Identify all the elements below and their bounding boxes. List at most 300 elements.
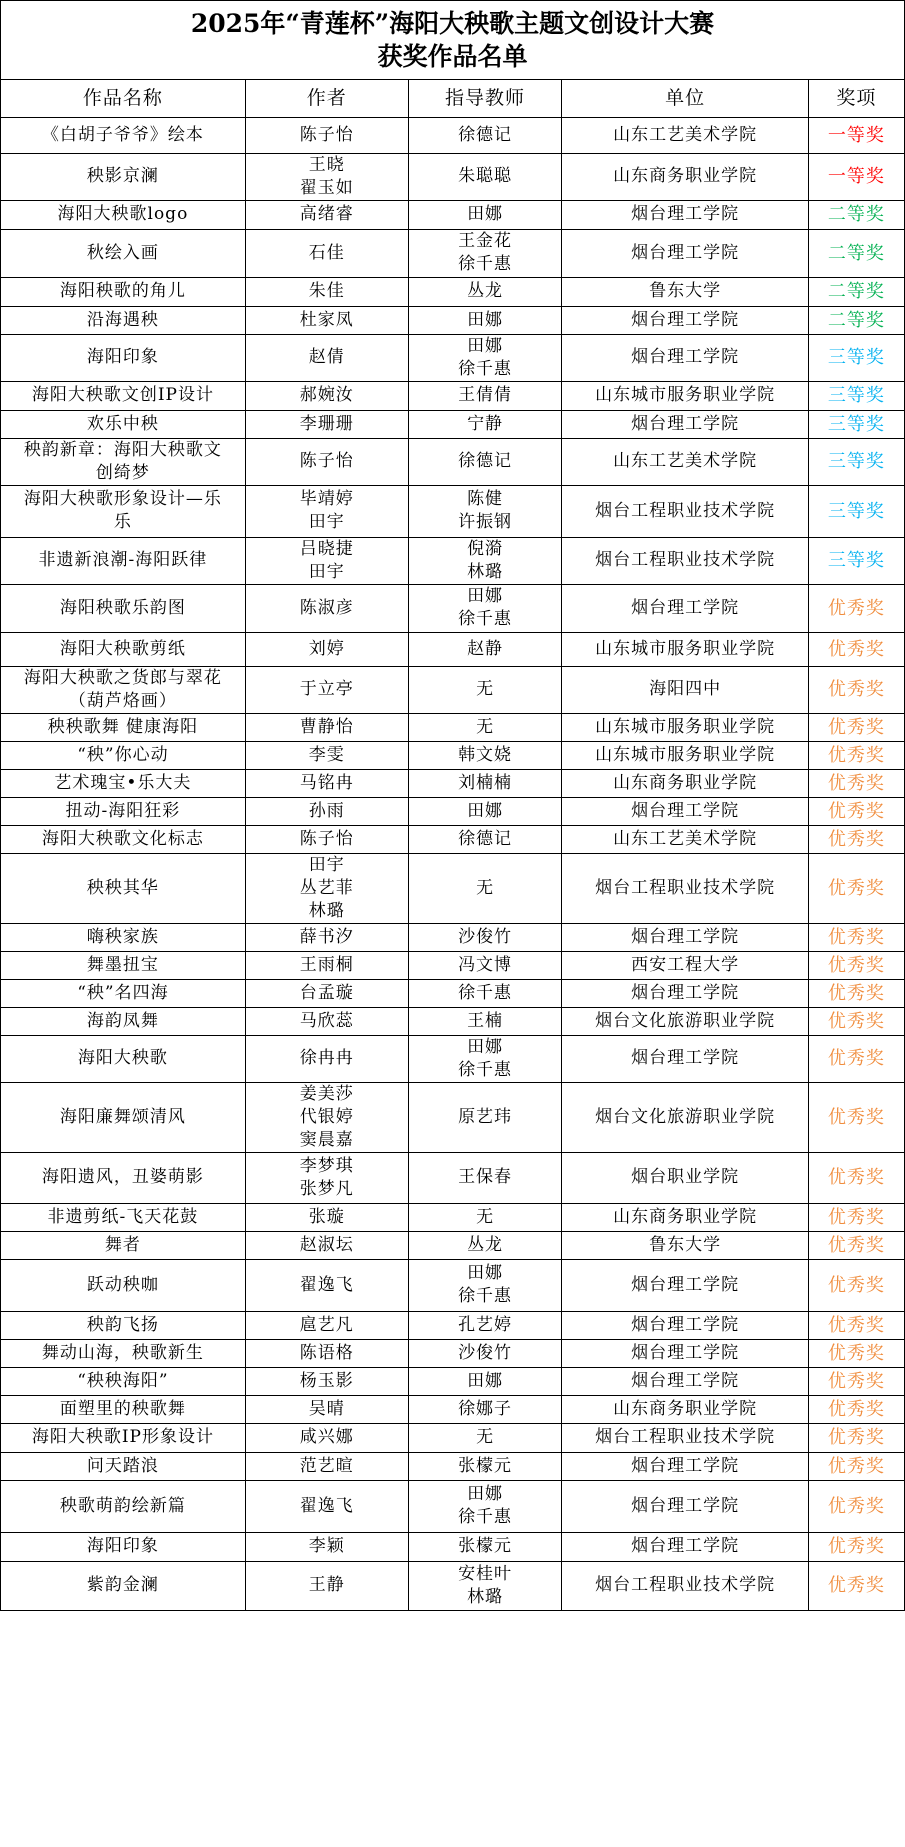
header-author: 作者 — [245, 80, 408, 117]
work-name-cell — [1, 1203, 245, 1231]
work-name-line: 海阳印象 — [86, 347, 159, 367]
author-line: 田宇 — [308, 854, 345, 875]
work-name-cell — [1, 1452, 245, 1480]
work-name-cell — [1, 1561, 245, 1610]
work-name-cell — [1, 797, 245, 825]
work-name-cell — [1, 1231, 245, 1259]
header-teacher: 指导教师 — [408, 80, 562, 117]
teacher-line: 无 — [476, 1427, 495, 1447]
award-cell: 二等奖 — [808, 306, 904, 334]
unit-cell: 山东城市服务职业学院 — [562, 713, 808, 741]
work-name-cell — [1, 410, 245, 438]
table-row — [1, 853, 904, 923]
author-cell — [245, 438, 408, 485]
table-row — [1, 1561, 904, 1610]
unit-cell: 烟台理工学院 — [562, 229, 808, 277]
work-name-cell — [1, 741, 245, 769]
author-line: 姜美莎 — [299, 1083, 354, 1104]
teacher-cell — [408, 584, 562, 632]
unit-cell: 烟台理工学院 — [562, 306, 808, 334]
work-name-line: 秧歌萌韵绘新篇 — [59, 1495, 186, 1516]
work-name-line: 海阳廉舞颂清风 — [59, 1106, 186, 1127]
author-line: 马欣蕊 — [299, 1010, 354, 1031]
work-name-line: 艺术瑰宝•乐大夫 — [54, 772, 192, 793]
teacher-cell — [408, 979, 562, 1007]
award-cell: 三等奖 — [808, 485, 904, 537]
work-name-cell — [1, 117, 245, 153]
work-name-cell — [1, 1395, 245, 1423]
work-name-cell — [1, 1423, 245, 1452]
work-name-line: 非遗剪纸-飞天花鼓 — [47, 1206, 199, 1227]
author-line: 李梦琪 — [299, 1155, 354, 1176]
work-name-cell — [1, 825, 245, 853]
author-line: 翟逸飞 — [299, 1495, 354, 1516]
work-name-line: 海阳秧歌的角儿 — [59, 281, 186, 301]
title-line-2: 获奖作品名单 — [377, 42, 528, 71]
teacher-cell — [408, 537, 562, 584]
work-name-line: 扭动-海阳狂彩 — [65, 800, 181, 821]
work-name-line: 秧秧其华 — [86, 877, 159, 898]
header-award: 奖项 — [808, 80, 904, 117]
teacher-cell — [408, 825, 562, 853]
teacher-line: 安桂叶 — [458, 1563, 513, 1584]
award-cell: 优秀奖 — [808, 1082, 904, 1152]
teacher-cell — [408, 1203, 562, 1231]
teacher-cell — [408, 1395, 562, 1423]
award-cell: 优秀奖 — [808, 713, 904, 741]
author-cell — [245, 769, 408, 797]
unit-cell: 烟台理工学院 — [562, 923, 808, 951]
teacher-cell — [408, 951, 562, 979]
work-name-line: “秧秧海阳” — [77, 1370, 169, 1391]
teacher-line: 冯文博 — [458, 954, 513, 975]
table-row — [1, 1152, 904, 1203]
unit-cell: 山东工艺美术学院 — [562, 438, 808, 485]
teacher-cell — [408, 1367, 562, 1395]
author-line: 于立亭 — [299, 679, 354, 699]
author-cell — [245, 1082, 408, 1152]
work-name-cell — [1, 537, 245, 584]
unit-cell: 山东工艺美术学院 — [562, 117, 808, 153]
teacher-line: 朱聪聪 — [458, 166, 513, 186]
teacher-cell — [408, 713, 562, 741]
author-line: 孙雨 — [308, 800, 345, 821]
author-line: 郝婉汝 — [299, 385, 354, 405]
teacher-cell — [408, 1007, 562, 1035]
table-row — [1, 200, 904, 229]
author-line: 曹静怡 — [299, 716, 354, 737]
teacher-line: 田娜 — [467, 309, 504, 330]
work-name-line: 舞动山海，秧歌新生 — [41, 1342, 204, 1363]
teacher-cell — [408, 923, 562, 951]
teacher-line: 陈健 — [467, 489, 504, 509]
work-name-line: 紫韵金澜 — [86, 1575, 159, 1596]
unit-cell: 烟台理工学院 — [562, 1311, 808, 1339]
author-line: 张梦凡 — [299, 1178, 354, 1199]
teacher-line: 田娜 — [467, 1484, 504, 1504]
author-line: 徐冉冉 — [299, 1048, 354, 1068]
work-name-cell — [1, 1339, 245, 1367]
author-cell — [245, 1395, 408, 1423]
unit-cell: 山东城市服务职业学院 — [562, 381, 808, 410]
teacher-line: 田娜 — [467, 1036, 504, 1057]
author-line: 薛书汐 — [299, 926, 354, 947]
teacher-cell — [408, 1311, 562, 1339]
author-line: 陈子怡 — [299, 828, 354, 849]
award-cell: 优秀奖 — [808, 1532, 904, 1561]
teacher-line: 孔艺婷 — [458, 1314, 513, 1335]
unit-cell: 山东城市服务职业学院 — [562, 632, 808, 666]
table-row — [1, 666, 904, 713]
teacher-line: 田娜 — [467, 800, 504, 821]
work-name-line: 海阳印象 — [86, 1536, 159, 1556]
teacher-cell — [408, 410, 562, 438]
teacher-line: 刘楠楠 — [458, 772, 513, 793]
work-name-cell — [1, 1367, 245, 1395]
table-row — [1, 1367, 904, 1395]
table-row — [1, 1339, 904, 1367]
work-name-line: 问天踏浪 — [86, 1455, 159, 1476]
author-line: 朱佳 — [308, 281, 345, 301]
author-cell — [245, 1152, 408, 1203]
work-name-line: 海阳大秧歌之货郎与翠花 — [23, 667, 222, 688]
award-cell: 二等奖 — [808, 277, 904, 306]
teacher-line: 林璐 — [467, 1586, 504, 1607]
award-cell: 优秀奖 — [808, 979, 904, 1007]
work-name-line: 海阳大秧歌剪纸 — [59, 638, 186, 659]
work-name-cell — [1, 306, 245, 334]
award-cell: 优秀奖 — [808, 1152, 904, 1203]
work-name-cell — [1, 666, 245, 713]
award-cell: 二等奖 — [808, 200, 904, 229]
teacher-cell — [408, 1480, 562, 1532]
unit-cell: 烟台理工学院 — [562, 1480, 808, 1532]
teacher-cell — [408, 1152, 562, 1203]
author-cell — [245, 713, 408, 741]
unit-cell: 烟台工程职业技术学院 — [562, 485, 808, 537]
teacher-cell — [408, 438, 562, 485]
award-cell: 三等奖 — [808, 410, 904, 438]
work-name-cell — [1, 1152, 245, 1203]
unit-cell: 海阳四中 — [562, 666, 808, 713]
author-cell — [245, 1311, 408, 1339]
author-line: 扈艺凡 — [299, 1314, 354, 1335]
table-row — [1, 584, 904, 632]
author-cell — [245, 334, 408, 381]
author-line: 高绪睿 — [299, 204, 354, 224]
unit-cell: 烟台职业学院 — [562, 1152, 808, 1203]
teacher-cell — [408, 117, 562, 153]
teacher-line: 赵静 — [467, 638, 504, 659]
teacher-cell — [408, 153, 562, 200]
teacher-cell — [408, 769, 562, 797]
award-cell: 优秀奖 — [808, 1311, 904, 1339]
table-row — [1, 485, 904, 537]
teacher-line: 徐千惠 — [458, 358, 513, 379]
work-name-line: 海阳遗风，丑婆萌影 — [41, 1167, 204, 1187]
unit-cell: 烟台理工学院 — [562, 1035, 808, 1082]
teacher-line: 徐千惠 — [458, 609, 513, 629]
work-name-line: 海阳大秧歌文创IP设计 — [31, 385, 214, 405]
work-name-line: 海阳大秧歌形象设计—乐 — [23, 489, 222, 509]
unit-cell: 西安工程大学 — [562, 951, 808, 979]
work-name-cell — [1, 853, 245, 923]
work-name-line: （葫芦烙画） — [68, 690, 177, 711]
award-cell: 优秀奖 — [808, 951, 904, 979]
work-name-cell — [1, 769, 245, 797]
work-name-line: 创绮梦 — [95, 462, 150, 483]
teacher-cell — [408, 853, 562, 923]
author-cell — [245, 1423, 408, 1452]
teacher-cell — [408, 277, 562, 306]
table-row — [1, 1007, 904, 1035]
teacher-cell — [408, 1532, 562, 1561]
author-line: 台孟璇 — [299, 982, 354, 1003]
author-line: 刘婷 — [308, 638, 345, 659]
author-cell — [245, 117, 408, 153]
unit-cell: 山东商务职业学院 — [562, 153, 808, 200]
award-cell: 优秀奖 — [808, 1452, 904, 1480]
work-name-line: 海阳大秧歌IP形象设计 — [31, 1427, 214, 1447]
work-name-cell — [1, 713, 245, 741]
teacher-line: 田娜 — [467, 586, 504, 606]
award-cell: 优秀奖 — [808, 1423, 904, 1452]
teacher-cell — [408, 1423, 562, 1452]
author-cell — [245, 229, 408, 277]
teacher-cell — [408, 1231, 562, 1259]
teacher-line: 田娜 — [467, 1263, 504, 1283]
table-row — [1, 923, 904, 951]
unit-cell: 鲁东大学 — [562, 1231, 808, 1259]
table-row — [1, 1311, 904, 1339]
unit-cell: 烟台文化旅游职业学院 — [562, 1082, 808, 1152]
award-cell: 三等奖 — [808, 537, 904, 584]
teacher-line: 无 — [476, 1206, 495, 1227]
author-line: 翟逸飞 — [299, 1274, 354, 1295]
teacher-cell — [408, 334, 562, 381]
award-cell: 优秀奖 — [808, 1035, 904, 1082]
author-line: 窦晨嘉 — [299, 1129, 354, 1150]
award-cell: 优秀奖 — [808, 1367, 904, 1395]
teacher-line: 王楠 — [467, 1010, 504, 1031]
unit-cell: 烟台工程职业技术学院 — [562, 853, 808, 923]
work-name-cell — [1, 200, 245, 229]
author-cell — [245, 853, 408, 923]
work-name-cell — [1, 153, 245, 200]
work-name-line: 沿海遇秧 — [86, 309, 159, 330]
author-cell — [245, 1532, 408, 1561]
author-line: 赵淑坛 — [299, 1234, 354, 1255]
work-name-cell — [1, 951, 245, 979]
award-cell: 优秀奖 — [808, 1259, 904, 1311]
award-cell: 优秀奖 — [808, 1203, 904, 1231]
document-title — [1, 1, 904, 80]
author-line: 李颖 — [308, 1536, 345, 1556]
teacher-line: 无 — [476, 877, 495, 898]
author-cell — [245, 537, 408, 584]
table-row — [1, 410, 904, 438]
work-name-line: 秧韵飞扬 — [86, 1314, 159, 1335]
unit-cell: 烟台工程职业技术学院 — [562, 1561, 808, 1610]
author-line: 王晓 — [308, 154, 345, 175]
teacher-line: 张檬元 — [458, 1536, 513, 1556]
table-row — [1, 306, 904, 334]
award-cell: 一等奖 — [808, 153, 904, 200]
teacher-line: 徐德记 — [458, 124, 513, 145]
work-name-line: “秧”名四海 — [77, 982, 169, 1003]
author-line: 杨玉影 — [299, 1370, 354, 1391]
teacher-line: 宁静 — [467, 413, 504, 434]
table-row — [1, 153, 904, 200]
award-cell: 优秀奖 — [808, 797, 904, 825]
author-line: 林璐 — [308, 900, 345, 921]
teacher-cell — [408, 485, 562, 537]
teacher-line: 张檬元 — [458, 1455, 513, 1476]
table-row — [1, 1082, 904, 1152]
author-cell — [245, 1452, 408, 1480]
work-name-line: 嗨秧家族 — [86, 926, 159, 947]
table-body — [1, 117, 904, 1610]
award-cell: 优秀奖 — [808, 1395, 904, 1423]
teacher-line: 徐千惠 — [458, 1059, 513, 1080]
teacher-line: 王倩倩 — [458, 385, 513, 405]
author-line: 吴晴 — [308, 1398, 345, 1419]
work-name-cell — [1, 1007, 245, 1035]
unit-cell: 烟台理工学院 — [562, 334, 808, 381]
table-row — [1, 381, 904, 410]
author-line: 吕晓捷 — [299, 538, 354, 559]
author-line: 范艺暄 — [299, 1455, 354, 1476]
author-line: 田宇 — [308, 512, 345, 532]
unit-cell: 烟台理工学院 — [562, 979, 808, 1007]
teacher-line: 徐千惠 — [458, 1286, 513, 1306]
author-line: 陈淑彦 — [299, 597, 354, 618]
teacher-line: 倪漪 — [467, 538, 504, 559]
award-cell: 优秀奖 — [808, 1480, 904, 1532]
author-line: 石佳 — [308, 242, 345, 263]
award-cell: 优秀奖 — [808, 769, 904, 797]
award-cell: 一等奖 — [808, 117, 904, 153]
author-line: 马铭冉 — [299, 772, 354, 793]
author-cell — [245, 1259, 408, 1311]
work-name-line: 海阳大秧歌logo — [57, 204, 189, 224]
work-name-cell — [1, 277, 245, 306]
work-name-cell — [1, 1480, 245, 1532]
award-table — [1, 80, 904, 1610]
teacher-line: 徐千惠 — [458, 1507, 513, 1527]
work-name-cell — [1, 979, 245, 1007]
author-line: 王静 — [308, 1575, 345, 1596]
author-cell — [245, 741, 408, 769]
unit-cell: 山东城市服务职业学院 — [562, 741, 808, 769]
unit-cell: 烟台理工学院 — [562, 1532, 808, 1561]
table-row — [1, 1035, 904, 1082]
table-row — [1, 713, 904, 741]
table-row — [1, 1532, 904, 1561]
work-name-cell — [1, 1259, 245, 1311]
work-name-cell — [1, 1035, 245, 1082]
table-row — [1, 797, 904, 825]
author-cell — [245, 381, 408, 410]
teacher-line: 王金花 — [458, 231, 513, 251]
unit-cell: 烟台理工学院 — [562, 410, 808, 438]
work-name-line: 秧影京澜 — [86, 166, 159, 186]
author-line: 杜家凤 — [299, 309, 354, 330]
unit-cell: 烟台工程职业技术学院 — [562, 1423, 808, 1452]
table-row — [1, 769, 904, 797]
table-header-row — [1, 80, 904, 117]
work-name-cell — [1, 1082, 245, 1152]
header-unit: 单位 — [562, 80, 808, 117]
award-cell: 三等奖 — [808, 438, 904, 485]
work-name-cell — [1, 334, 245, 381]
author-line: 田宇 — [308, 561, 345, 582]
author-cell — [245, 200, 408, 229]
unit-cell: 烟台理工学院 — [562, 1339, 808, 1367]
teacher-line: 徐德记 — [458, 451, 513, 471]
table-row — [1, 979, 904, 1007]
work-name-line: “秧”你心动 — [77, 744, 169, 765]
table-row — [1, 1423, 904, 1452]
award-cell: 优秀奖 — [808, 923, 904, 951]
table-row — [1, 825, 904, 853]
author-cell — [245, 1339, 408, 1367]
teacher-line: 徐德记 — [458, 828, 513, 849]
work-name-cell — [1, 1311, 245, 1339]
author-line: 翟玉如 — [299, 177, 354, 198]
teacher-line: 田娜 — [467, 335, 504, 356]
teacher-line: 徐千惠 — [458, 982, 513, 1003]
unit-cell: 烟台文化旅游职业学院 — [562, 1007, 808, 1035]
work-name-line: 《白胡子爷爷》绘本 — [41, 124, 204, 145]
author-cell — [245, 797, 408, 825]
work-name-cell — [1, 923, 245, 951]
teacher-cell — [408, 741, 562, 769]
author-cell — [245, 825, 408, 853]
teacher-cell — [408, 1035, 562, 1082]
author-line: 毕靖婷 — [299, 489, 354, 509]
title-line-1: 2025年“青莲杯”海阳大秧歌主题文创设计大赛 — [190, 9, 715, 38]
author-line: 代银婷 — [299, 1106, 354, 1127]
teacher-line: 无 — [476, 679, 495, 699]
teacher-cell — [408, 381, 562, 410]
work-name-line: 海阳大秧歌 — [77, 1048, 168, 1068]
work-name-cell — [1, 438, 245, 485]
work-name-line: 海阳大秧歌文化标志 — [41, 828, 204, 849]
award-cell: 优秀奖 — [808, 1231, 904, 1259]
work-name-line: 面塑里的秧歌舞 — [59, 1398, 186, 1419]
teacher-cell — [408, 632, 562, 666]
table-row — [1, 438, 904, 485]
author-line: 李珊珊 — [299, 413, 354, 434]
award-cell: 三等奖 — [808, 381, 904, 410]
teacher-cell — [408, 1339, 562, 1367]
header-work-name: 作品名称 — [1, 80, 245, 117]
table-row — [1, 1231, 904, 1259]
table-row — [1, 334, 904, 381]
unit-cell: 烟台理工学院 — [562, 1367, 808, 1395]
work-name-cell — [1, 381, 245, 410]
unit-cell: 烟台理工学院 — [562, 584, 808, 632]
author-cell — [245, 1480, 408, 1532]
table-row — [1, 741, 904, 769]
award-cell: 优秀奖 — [808, 666, 904, 713]
unit-cell: 烟台理工学院 — [562, 1452, 808, 1480]
teacher-cell — [408, 229, 562, 277]
table-row — [1, 632, 904, 666]
work-name-line: 秧韵新章：海阳大秧歌文 — [23, 439, 222, 460]
author-cell — [245, 277, 408, 306]
